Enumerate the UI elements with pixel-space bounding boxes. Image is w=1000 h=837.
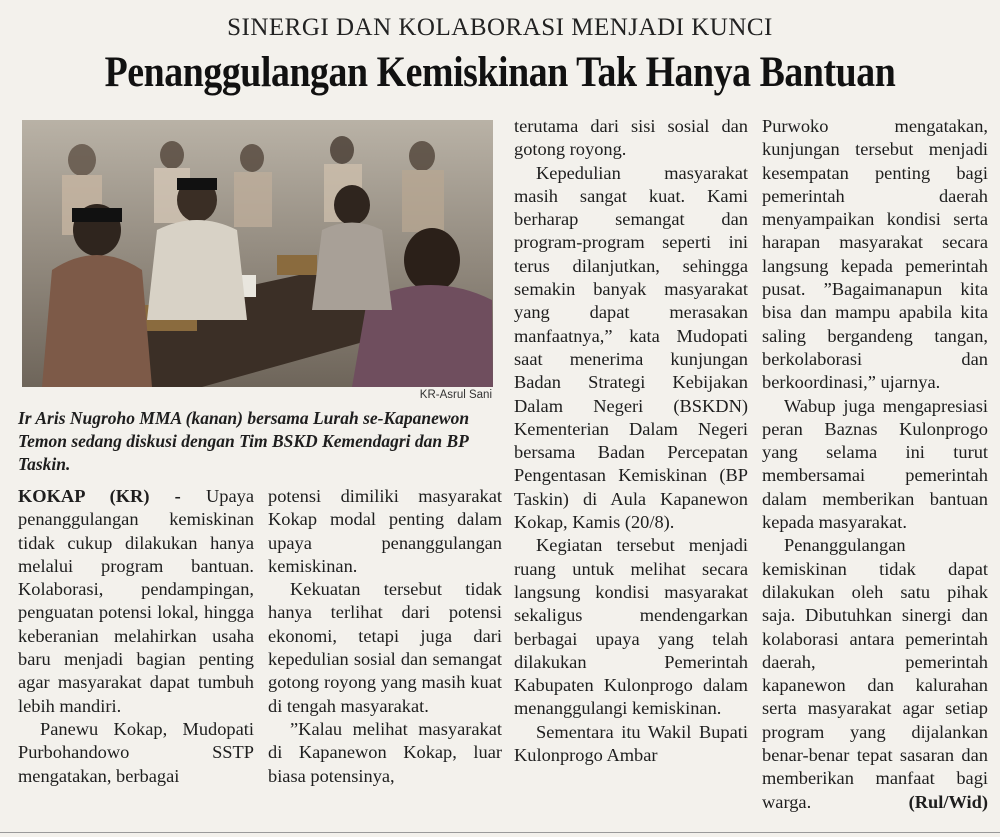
paragraph: ”Kalau melihat masyarakat di Kapanewon Kokap, luar biasa potensinya, bbox=[268, 718, 502, 786]
photo-caption: Ir Aris Nugroho MMA (kanan) bersama Lurah se-Kapanewon Temon sedang diskusi dengan Tim BSKD Kemendagri dan BP Taskin. bbox=[18, 408, 470, 474]
paragraph: Kekuatan tersebut tidak hanya terlihat dari potensi ekonomi, tetapi juga dari kepedulian sosial dan semangat gotong royong yang masih kuat di tengah masyarakat. bbox=[268, 579, 502, 716]
dateline: KOKAP (KR) - bbox=[18, 486, 181, 506]
author-signature: (Rul/Wid) bbox=[908, 791, 988, 812]
paragraph-text: Penanggulangan kemiskinan tidak dapat dilakukan oleh satu pihak saja. Dibutuhkan sinergi dan kolaborasi antara pemerintah daerah, pemerintah kapanewon dan kalurahan serta masyarakat agar setiap program yang dijalankan benar-benar tepat sasaran dan memberikan manfaat bagi warga. bbox=[762, 535, 988, 812]
article-column-1 bbox=[18, 485, 254, 788]
meeting-photo-illustration bbox=[22, 120, 493, 387]
bottom-rule bbox=[0, 832, 1000, 833]
kicker: SINERGI DAN KOLABORASI MENJADI KUNCI bbox=[227, 14, 773, 41]
paragraph: terutama dari sisi sosial dan gotong royong. bbox=[514, 116, 748, 160]
article-column-2 bbox=[268, 485, 502, 788]
article-column-3 bbox=[514, 115, 748, 767]
headline: Penanggulangan Kemiskinan Tak Hanya Bantuan bbox=[104, 49, 896, 96]
paragraph-text: Upaya penanggulangan kemiskinan tidak cukup dilakukan hanya melalui program bantuan. Kolaborasi, pendampingan, penguatan potensi lokal, hingga keberanian melahirkan usaha baru menjadi bagian penting agar masyarakat dapat tumbuh lebih mandiri. bbox=[18, 486, 254, 716]
paragraph: Kegiatan tersebut menjadi ruang untuk melihat secara langsung kondisi masyarakat sekaligus mendengarkan berbagai upaya yang telah dilakukan Pemerintah Kabupaten Kulonprogo dalam menanggulangi kemiskinan. bbox=[514, 535, 748, 719]
paragraph bbox=[18, 485, 254, 718]
paragraph: Kepedulian masyarakat masih sangat kuat. Kami berharap semangat dan program-program seperti ini terus dilanjutkan, sehingga semakin banyak masyarakat yang dapat merasakan manfaatnya,” kata Mudopati saat menerima kunjungan Badan Strategi Kebijakan Dalam Negeri (BSKDN) Kementerian Dalam Negeri bersama Badan Percepatan Pengentasan Kemiskinan (BP Taskin) di Aula Kapanewon Kokap, Kamis (20/8). bbox=[514, 162, 748, 533]
news-photo bbox=[22, 120, 493, 387]
paragraph: Panewu Kokap, Mudopati Purbohandowo SSTP mengatakan, berbagai bbox=[18, 718, 254, 786]
photo-credit: KR-Asrul Sani bbox=[419, 389, 492, 401]
paragraph: Purwoko mengatakan, kunjungan tersebut menjadi kesempatan penting bagi pemerintah daerah menyampaikan kondisi serta harapan masyarakat secara langsung kepada pemerintah pusat. ”Bagaimanapun kita bisa dan mampu apabila kita saling bergandeng tangan, berkolaborasi dan berkoordinasi,” ujarnya. bbox=[762, 116, 988, 393]
paragraph: Wabup juga mengapresiasi peran Baznas Kulonprogo yang selama ini turut membersamai pemerintah dalam memberikan bantuan kepada masyarakat. bbox=[762, 395, 988, 533]
article-column-4 bbox=[762, 115, 988, 814]
paragraph: Sementara itu Wakil Bupati Kulonprogo Ambar bbox=[514, 721, 748, 766]
paragraph bbox=[762, 534, 988, 814]
paragraph: potensi dimiliki masyarakat Kokap modal penting dalam upaya penanggulangan kemiskinan. bbox=[268, 486, 502, 576]
